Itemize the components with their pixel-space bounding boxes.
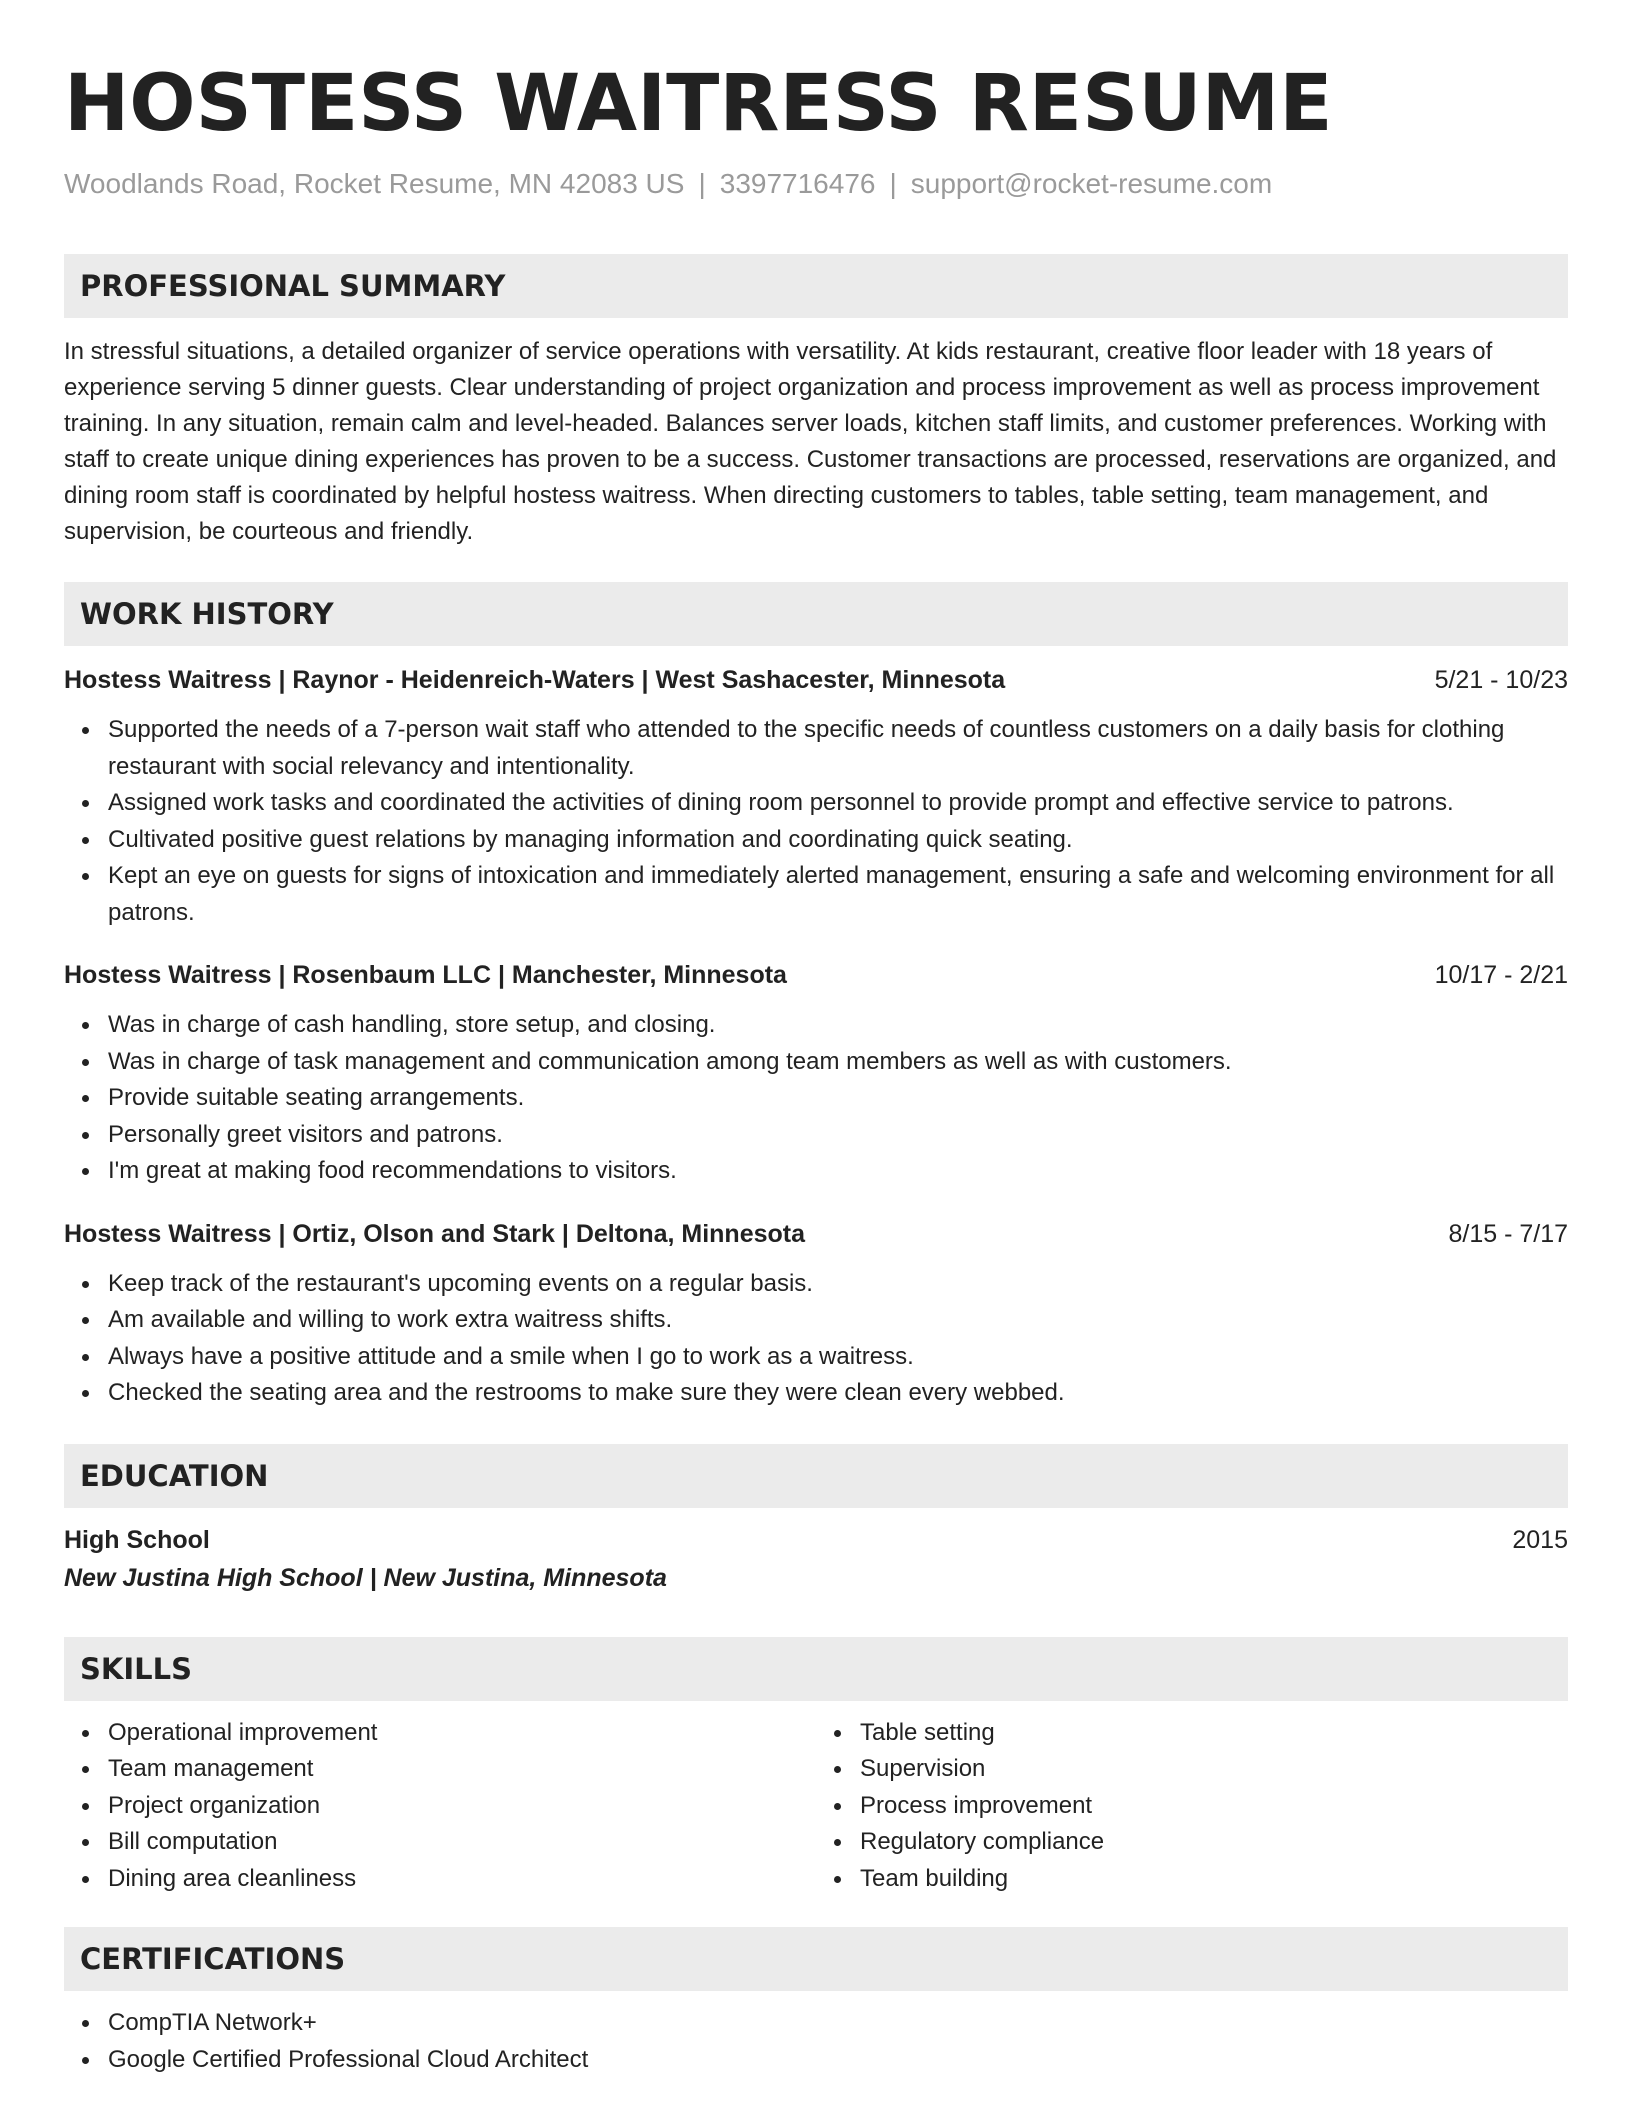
job-bullet: Kept an eye on guests for signs of intoxication and immediately alerted management, ensuring a safe and welcoming environment for all patrons.	[108, 858, 1568, 931]
education-year: 2015	[1512, 1525, 1568, 1554]
skill-item: Project organization	[108, 1788, 816, 1825]
education-header	[64, 1522, 1568, 1559]
education-degree: High School	[64, 1525, 210, 1554]
skill-item: Supervision	[860, 1751, 1568, 1788]
skills-list-left	[64, 1715, 816, 1898]
job-dates: 10/17 - 2/21	[1434, 961, 1568, 989]
job-bullet: Am available and willing to work extra waitress shifts.	[108, 1302, 1568, 1339]
job-bullet: Cultivated positive guest relations by managing information and coordinating quick seating.	[108, 822, 1568, 859]
job-title: Hostess Waitress | Raynor - Heidenreich-Waters | West Sashacester, Minnesota	[64, 666, 1006, 694]
education-entry	[64, 1522, 1568, 1597]
skills-list-right	[816, 1715, 1568, 1898]
skill-item: Table setting	[860, 1715, 1568, 1752]
resume-title: HOSTESS WAITRESS RESUME	[64, 59, 1333, 149]
job-header	[64, 957, 1568, 993]
skill-item: Process improvement	[860, 1788, 1568, 1825]
job-bullet: Checked the seating area and the restrooms to make sure they were clean every webbed.	[108, 1375, 1568, 1412]
section-heading-skills: SKILLS	[64, 1637, 1568, 1701]
job-bullet: Personally greet visitors and patrons.	[108, 1117, 1568, 1154]
job-title: Hostess Waitress | Rosenbaum LLC | Manchester, Minnesota	[64, 961, 787, 989]
job-header	[64, 1216, 1568, 1252]
job-bullet: Was in charge of cash handling, store setup, and closing.	[108, 1007, 1568, 1044]
education-school: New Justina High School | New Justina, Minnesota	[64, 1563, 667, 1592]
job-dates: 5/21 - 10/23	[1434, 666, 1568, 694]
job-entry	[64, 957, 1568, 1190]
skill-item: Team management	[108, 1751, 816, 1788]
certifications-list	[64, 2005, 1568, 2078]
skill-item: Bill computation	[108, 1824, 816, 1861]
job-bullet: Always have a positive attitude and a smile when I go to work as a waitress.	[108, 1339, 1568, 1376]
contact-separator: |	[698, 168, 706, 199]
job-entry	[64, 1216, 1568, 1412]
contact-email: support@rocket-resume.com	[910, 168, 1273, 199]
job-bullets	[64, 1007, 1568, 1190]
job-header	[64, 662, 1568, 698]
skill-item: Team building	[860, 1861, 1568, 1898]
job-bullet: Supported the needs of a 7-person wait staff who attended to the specific needs of countless customers on a daily basis for clothing restaurant with social relevancy and intentionality.	[108, 712, 1568, 785]
contact-line	[64, 166, 1568, 202]
job-dates: 8/15 - 7/17	[1448, 1219, 1568, 1248]
section-heading-work-history: WORK HISTORY	[64, 582, 1568, 646]
section-heading-certifications: CERTIFICATIONS	[64, 1927, 1568, 1991]
job-bullet: Assigned work tasks and coordinated the activities of dining room personnel to provide prompt and effective service to patrons.	[108, 785, 1568, 822]
job-bullet: Keep track of the restaurant's upcoming events on a regular basis.	[108, 1266, 1568, 1303]
job-bullets	[64, 1266, 1568, 1412]
job-bullet: I'm great at making food recommendations to visitors.	[108, 1153, 1568, 1190]
skill-item: Regulatory compliance	[860, 1824, 1568, 1861]
skills-columns	[64, 1715, 1568, 1898]
contact-address: Woodlands Road, Rocket Resume, MN 42083 US	[64, 168, 685, 199]
job-bullet: Provide suitable seating arrangements.	[108, 1080, 1568, 1117]
job-title: Hostess Waitress | Ortiz, Olson and Stark | Deltona, Minnesota	[64, 1219, 806, 1248]
skill-item: Dining area cleanliness	[108, 1861, 816, 1898]
job-entry	[64, 662, 1568, 931]
certification-item: CompTIA Network+	[108, 2005, 1568, 2042]
skill-item: Operational improvement	[108, 1715, 816, 1752]
summary-text: In stressful situations, a detailed organizer of service operations with versatility. At kids restaurant, creative floor leader with 18 years of experience serving 5 dinner guests. Clear understanding of project organization and process improvement as well as process improvement training. In any situation, remain calm and level-headed. Balances server loads, kitchen staff limits, and customer preferences. Working with staff to create unique dining experiences has proven to be a success. Customer transactions are processed, reservations are organized, and dining room staff is coordinated by helpful hostess waitress. When directing customers to tables, table setting, team management, and supervision, be courteous and friendly.	[64, 338, 1557, 545]
section-heading-education: EDUCATION	[64, 1444, 1568, 1508]
certification-item: Google Certified Professional Cloud Architect	[108, 2042, 1568, 2079]
job-bullet: Was in charge of task management and communication among team members as well as with customers.	[108, 1044, 1568, 1081]
contact-phone: 3397716476	[719, 168, 876, 199]
section-heading-summary: PROFESSIONAL SUMMARY	[64, 254, 1568, 318]
job-bullets	[64, 712, 1568, 931]
contact-separator: |	[889, 168, 897, 199]
